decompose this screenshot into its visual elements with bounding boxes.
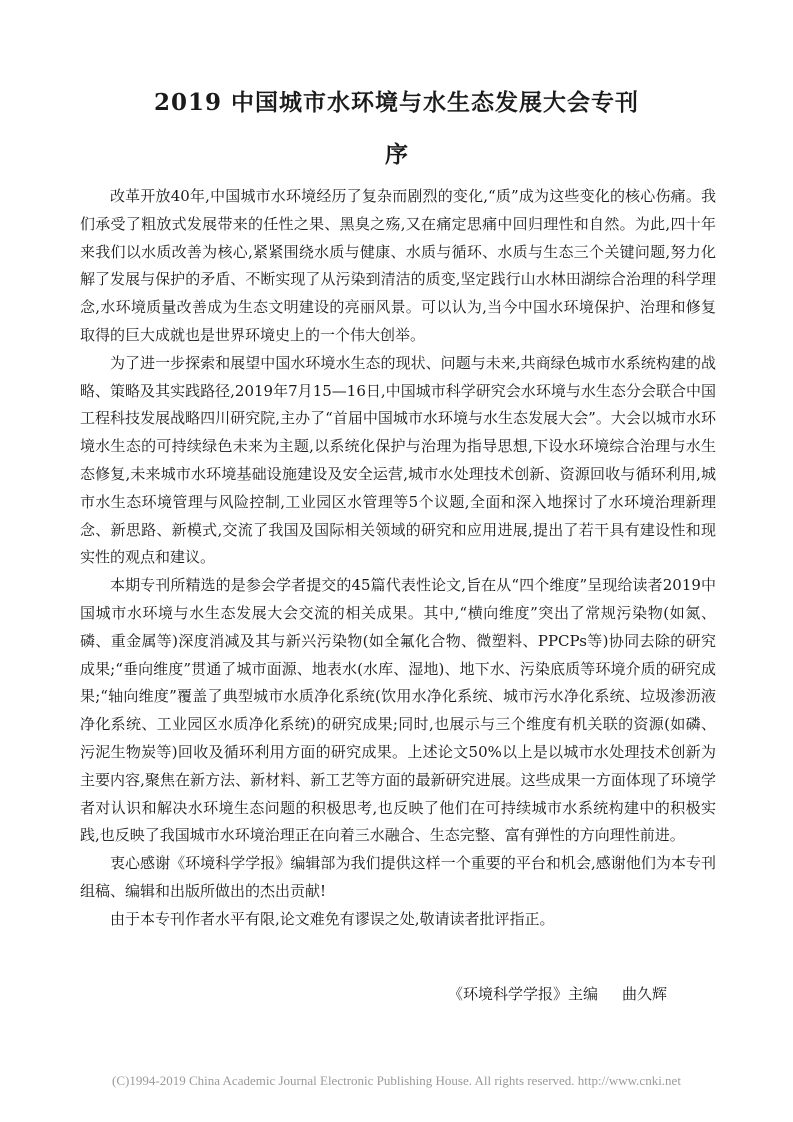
paragraph-intro: 改革开放40年,中国城市水环境经历了复杂而剧烈的变化,“质”成为这些变化的核心伤痛。我们承受了粗放式发展带来的任性之果、黑臭之殇,又在痛定思痛中回归理性和自然。为此,四十年来我们以水质改善为核心,紧紧围绕水质与健康、水质与循环、水质与生态三个关键问题,努力化解了发展与保护的矛盾、不断实现了从污染到清洁的质变,坚定践行山水林田湖综合治理的科学理念,水环境质量改善成为生态文明建设的亮丽风景。可以认为,当今中国水环境保护、治理和修复取得的巨大成就也是世界环境史上的一个伟大创举。 <box>80 187 716 344</box>
page-title: 2019 中国城市水环境与水生态发展大会专刊 <box>153 89 640 116</box>
paragraph-issue-summary: 本期专刊所精选的是参会学者提交的45篇代表性论文,旨在从“四个维度”呈现给读者2019中国城市水环境与水生态发展大会交流的相关成果。其中,“横向维度”突出了常规污染物(如氮、磷、重金属等)深度消减及其与新兴污染物(如全氟化合物、微塑料、PPCPs等)协同去除的研究成果;“垂向维度”贯通了城市面源、地表水(水库、湿地)、地下水、污染底质等环境介质的研究成果;“轴向维度”覆盖了典型城市水质净化系统(饮用水净化系统、城市污水净化系统、垃圾渗沥液净化系统、工业园区水质净化系统)的研究成果;同时,也展示与三个维度有机关联的资源(如磷、污泥生物炭等)回收及循环利用方面的研究成果。上述论文50%以上是以城市水处理技术创新为主要内容,聚焦在新方法、新材料、新工艺等方面的最新研究进展。这些成果一方面体现了环境学者对认识和解决水环境生态问题的积极思考,也反映了他们在可持续城市水系统构建中的积极实践,也反映了我国城市水环境治理正在向着三水融合、生态完整、富有弹性的方向理性前进。 <box>80 576 716 845</box>
signature-name: 曲久辉 <box>622 985 668 1003</box>
paragraph-disclaimer: 由于本专刊作者水平有限,论文难免有谬误之处,敬请读者批评指正。 <box>110 909 555 928</box>
article-body <box>80 183 716 934</box>
copyright-footer: (C)1994-2019 China Academic Journal Electronic Publishing House. All rights reserved. http://www.cnki.net <box>112 1073 681 1088</box>
paragraph-acknowledgement: 衷心感谢《环境科学学报》编辑部为我们提供这样一个重要的平台和机会,感谢他们为本专刊组稿、编辑和出版所做出的杰出贡献! <box>80 854 716 900</box>
signature-role: 《环境科学学报》主编 <box>448 985 599 1003</box>
page-subtitle: 序 <box>385 141 408 168</box>
signature <box>448 983 667 1005</box>
paragraph-conference: 为了进一步探索和展望中国水环境水生态的现状、问题与未来,共商绿色城市水系统构建的战略、策略及其实践路径,2019年7月15—16日,中国城市科学研究会水环境与水生态分会联合中国工程科技发展战略四川研究院,主办了“首届中国城市水环境与水生态发展大会”。大会以城市水环境水生态的可持续绿色未来为主题,以系统化保护与治理为指导思想,下设水环境综合治理与水生态修复,未来城市水环境基础设施建设及安全运营,城市水处理技术创新、资源回收与循环利用,城市水生态环境管理与风险控制,工业园区水管理等5个议题,全面和深入地探讨了水环境治理新理念、新思路、新模式,交流了我国及国际相关领域的研究和应用进展,提出了若干具有建设性和现实性的观点和建议。 <box>80 353 716 567</box>
